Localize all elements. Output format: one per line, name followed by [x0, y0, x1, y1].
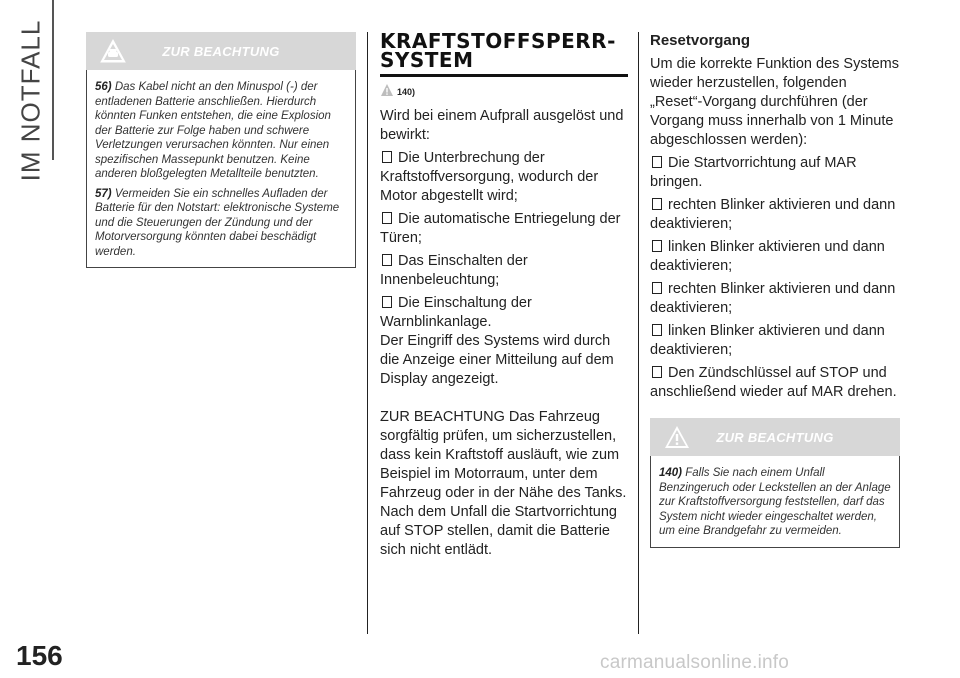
column-divider-1 — [367, 32, 368, 634]
list-item: rechten Blinker aktivieren und dann deaktivieren; — [650, 281, 896, 316]
warning-note — [95, 80, 347, 182]
checkbox-bullet-icon — [652, 240, 662, 252]
reference-row — [380, 83, 628, 97]
warning-box — [650, 456, 900, 548]
warning-box — [86, 70, 356, 268]
subsection-title: Resetvorgang — [650, 32, 751, 49]
car-warning-icon — [100, 38, 126, 64]
column-divider-2 — [638, 32, 639, 634]
section-label — [14, 19, 48, 181]
exclamation-warning-icon — [664, 424, 690, 450]
reset-intro: Um die korrekte Funktion des Systems wieder herzustellen, folgenden „Reset“-Vorgang durchführen (der Vorgang muss innerhalb von 1 Minute abgeschlossen werden): — [650, 56, 900, 148]
checkbox-bullet-icon — [652, 366, 662, 378]
checkbox-bullet-icon — [382, 254, 392, 266]
intro-text: Wird bei einem Aufprall ausgelöst und bewirkt: — [380, 108, 624, 143]
section-label-text: IM NOTFALL — [15, 19, 46, 181]
checkbox-bullet-icon — [382, 212, 392, 224]
list-item: Die Einschaltung der Warnblinkanlage. — [380, 295, 532, 330]
right-column — [650, 32, 900, 548]
list-item: Die Startvorrichtung auf MAR bringen. — [650, 155, 857, 190]
checkbox-bullet-icon — [382, 151, 392, 163]
left-column — [86, 32, 356, 268]
middle-column — [380, 29, 628, 560]
watermark: carmanualsonline.info — [600, 652, 790, 673]
warning-note — [659, 466, 891, 539]
section-title — [380, 29, 628, 77]
checkbox-bullet-icon — [652, 156, 662, 168]
note-number: 140) — [659, 467, 683, 479]
list-item: Die automatische Entriegelung der Türen; — [380, 211, 621, 246]
page-number: 156 — [16, 640, 63, 671]
list-item: rechten Blinker aktivieren und dann deaktivieren; — [650, 197, 896, 232]
note-text: Das Kabel nicht an den Minuspol (-) der entladenen Batterie anschließen. Hierdurch könnten Funken entstehen, die eine Explosion der Batterie zur Folge haben und schwere Verletzungen verursachen könnten. Nur einen spezifischen Massepunkt benutzen. Keine anderen bloßgelegten Metallteile benutzten. — [95, 81, 331, 180]
caution-text: ZUR BEACHTUNG Das Fahrzeug sorgfältig prüfen, um sicherzustellen, dass kein Kraftstoff ausläuft, wie zum Beispiel im Motorraum, unter dem Fahrzeug oder in der Nähe des Tanks. Nach dem Unfall die Startvorrichtung auf STOP stellen, damit die Batterie sich nicht entlädt. — [380, 409, 627, 558]
warning-title: ZUR BEACHTUNG — [162, 43, 280, 59]
note-text: Falls Sie nach einem Unfall Benzingeruch oder Leckstellen an der Anlage zur Kraftstoffversorgung feststellen, darf das System nicht wieder eingeschaltet werden, um eine Brandgefahr zu vermeiden. — [659, 467, 891, 537]
checkbox-bullet-icon — [382, 296, 392, 308]
section-tab-line — [52, 0, 54, 160]
section-title-line1: KRAFTSTOFFSPERR- — [380, 29, 616, 53]
checkbox-bullet-icon — [652, 198, 662, 210]
note-text: Vermeiden Sie ein schnelles Aufladen der Batterie für den Notstart: elektronische Systeme und die Steuerungen der Zündung und der Motorversorgung könnten dabei beschädigt werden. — [95, 187, 340, 258]
list-item: Die Unterbrechung der Kraftstoffversorgung, wodurch der Motor abgestellt wird; — [380, 150, 599, 204]
warning-header — [86, 32, 356, 70]
list-item: Das Einschalten der Innenbeleuchtung; — [380, 253, 528, 288]
reference-number: 140) — [397, 87, 416, 97]
warning-title: ZUR BEACHTUNG — [716, 429, 834, 445]
list-item: linken Blinker aktivieren und dann deaktivieren; — [650, 323, 885, 358]
right-warning — [650, 418, 900, 548]
note-number: 56) — [95, 81, 112, 93]
note-number: 57) — [95, 187, 112, 200]
list-item: linken Blinker aktivieren und dann deaktivieren; — [650, 239, 885, 274]
warning-triangle-icon — [380, 83, 394, 97]
warning-note — [95, 187, 347, 260]
list-item: Den Zündschlüssel auf STOP und anschließend wieder auf MAR drehen. — [650, 365, 897, 400]
warning-header — [650, 418, 900, 456]
after-bullets-text: Der Eingriff des Systems wird durch die Anzeige einer Mitteilung auf dem Display angezeigt. — [380, 333, 614, 387]
checkbox-bullet-icon — [652, 282, 662, 294]
checkbox-bullet-icon — [652, 324, 662, 336]
section-title-line2: SYSTEM — [380, 48, 474, 72]
